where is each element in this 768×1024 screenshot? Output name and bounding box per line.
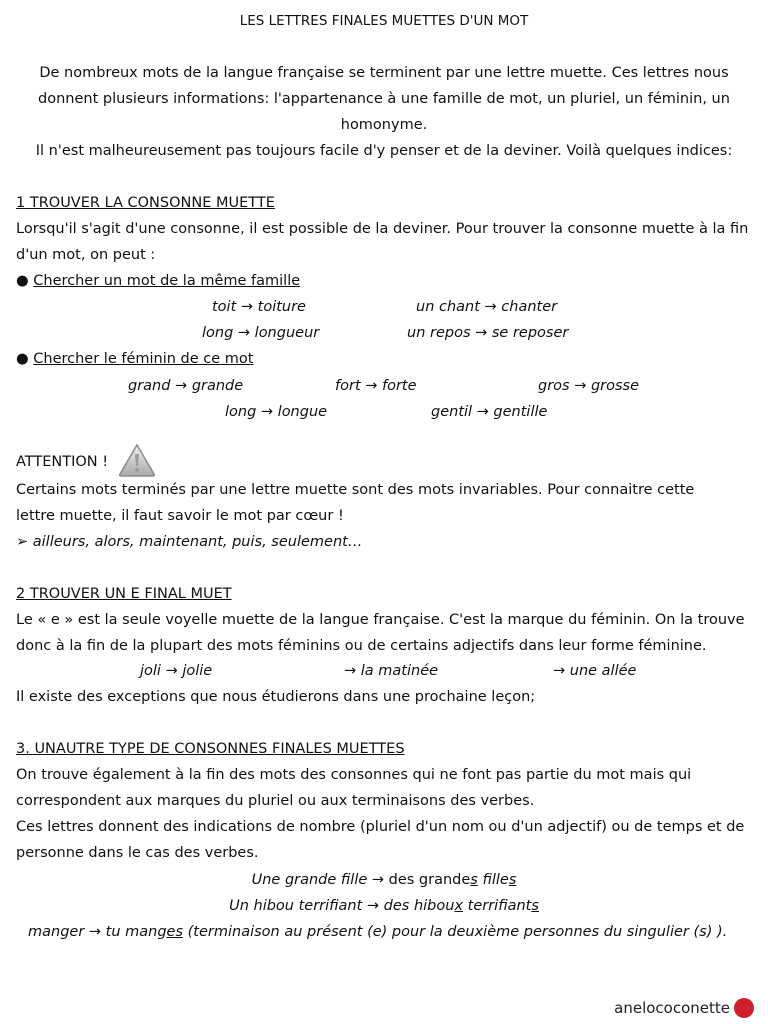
- attention-examples: [16, 533, 362, 551]
- attention-heading: [16, 445, 156, 479]
- section2-title-end: FINAL MUET: [139, 586, 232, 602]
- example-grande-fille: [0, 871, 768, 889]
- section3-para-2: correspondent aux marques du pluriel ou aux terminaisons des verbes.: [16, 793, 535, 809]
- section1-para-2: d'un mot, on peut :: [16, 247, 156, 263]
- example-hibou: [0, 897, 768, 915]
- example-part: Une grande fille →: [251, 872, 389, 888]
- example-gentil: gentil → gentille: [431, 404, 548, 420]
- example-chant: un chant → chanter: [416, 299, 558, 315]
- intro-line-1: De nombreux mots de la langue française se terminent par une lettre muette. Ces lettres nous: [39, 65, 729, 81]
- section1-title: TROUVER LA CONSONNE MUETTE: [25, 195, 275, 211]
- example-allee: → une allée: [553, 663, 637, 679]
- attention-label: ATTENTION !: [16, 454, 109, 470]
- section1-bullet-2: [16, 350, 253, 368]
- section3-heading: 3. UNAUTRE TYPE DE CONSONNES FINALES MUETTES: [16, 741, 405, 757]
- attention-para-2: lettre muette, il faut savoir le mot par cœur !: [16, 508, 344, 524]
- section1-para-1: Lorsqu'il s'agit d'une consonne, il est possible de la deviner. Pour trouver la consonne muette à la fin: [16, 221, 749, 237]
- verb-ending: es: [166, 924, 184, 940]
- brand-logo: [614, 998, 754, 1018]
- section2-title-part: TROUVER UN: [25, 586, 131, 602]
- bullet-2-label: Chercher le féminin de ce mot: [33, 351, 254, 367]
- section1-number: 1: [16, 195, 26, 211]
- example-toit: toit → toiture: [212, 299, 306, 315]
- plural-mark: s: [508, 872, 517, 888]
- example-longue: long → longue: [225, 404, 328, 420]
- example-part: des grande: [388, 872, 471, 888]
- plural-mark: x: [454, 898, 464, 914]
- attention-para-1: Certains mots terminés par une lettre muette sont des mots invariables. Pour connaitre cette: [16, 482, 695, 498]
- bullet-dot-icon: ●: [16, 273, 29, 289]
- example-part: terrifiant: [463, 898, 532, 914]
- brand-ladybug-icon: [734, 998, 754, 1018]
- example-grand: grand → grande: [128, 378, 244, 394]
- example-manger: [28, 923, 727, 941]
- intro-line-4: Il n'est malheureusement pas toujours facile d'y penser et de la deviner. Voilà quelques indices:: [35, 143, 733, 159]
- example-part: fille: [477, 872, 509, 888]
- plural-mark: s: [470, 872, 478, 888]
- example-matinee: → la matinée: [344, 663, 439, 679]
- brand-name: anelococonette: [614, 999, 730, 1017]
- section2-note: Il existe des exceptions que nous étudierons dans une prochaine leçon;: [16, 689, 536, 705]
- section2-para-1: Le « e » est la seule voyelle muette de la langue française. C'est la marque du féminin. On la trouve: [16, 612, 745, 628]
- section1-bullet-1: [16, 272, 300, 290]
- example-gros: gros → grosse: [538, 378, 640, 394]
- bullet-dot-icon: ●: [16, 351, 29, 367]
- arrow-bullet-icon: ➢: [16, 534, 29, 550]
- section3-para-4: personne dans le cas des verbes.: [16, 845, 259, 861]
- bullet-1-label: Chercher un mot de la même famille: [33, 273, 301, 289]
- section2-heading: [16, 585, 232, 603]
- plural-mark: s: [531, 898, 539, 914]
- example-part: (terminaison au présent (e) pour la deuxième personnes du singulier (s) ).: [183, 924, 728, 940]
- section2-title-e: E: [130, 586, 140, 602]
- invariable-words: ailleurs, alors, maintenant, puis, seulement…: [32, 534, 363, 550]
- section2-para-2: donc à la fin de la plupart des mots féminins ou de certains adjectifs dans leur forme féminine.: [16, 638, 707, 654]
- example-part: Un hibou terrifiant → des hibou: [229, 898, 455, 914]
- intro-line-3: homonyme.: [340, 117, 428, 133]
- example-fort: fort → forte: [335, 378, 417, 394]
- page-title: LES LETTRES FINALES MUETTES D'UN MOT: [239, 13, 529, 29]
- section3-para-3: Ces lettres donnent des indications de nombre (pluriel d'un nom ou d'un adjectif) ou de temps et de: [16, 819, 745, 835]
- example-part: manger → tu mang: [28, 924, 167, 940]
- section1-heading: [16, 194, 275, 212]
- example-joli: joli → jolie: [140, 663, 213, 679]
- warning-icon: [118, 443, 156, 482]
- example-long: long → longueur: [202, 325, 320, 341]
- example-repos: un repos → se reposer: [407, 325, 569, 341]
- section3-para-1: On trouve également à la fin des mots des consonnes qui ne font pas partie du mot mais qui: [16, 767, 692, 783]
- section2-number: 2: [16, 586, 26, 602]
- intro-line-2: donnent plusieurs informations: l'appartenance à une famille de mot, un pluriel, un féminin, un: [38, 91, 730, 107]
